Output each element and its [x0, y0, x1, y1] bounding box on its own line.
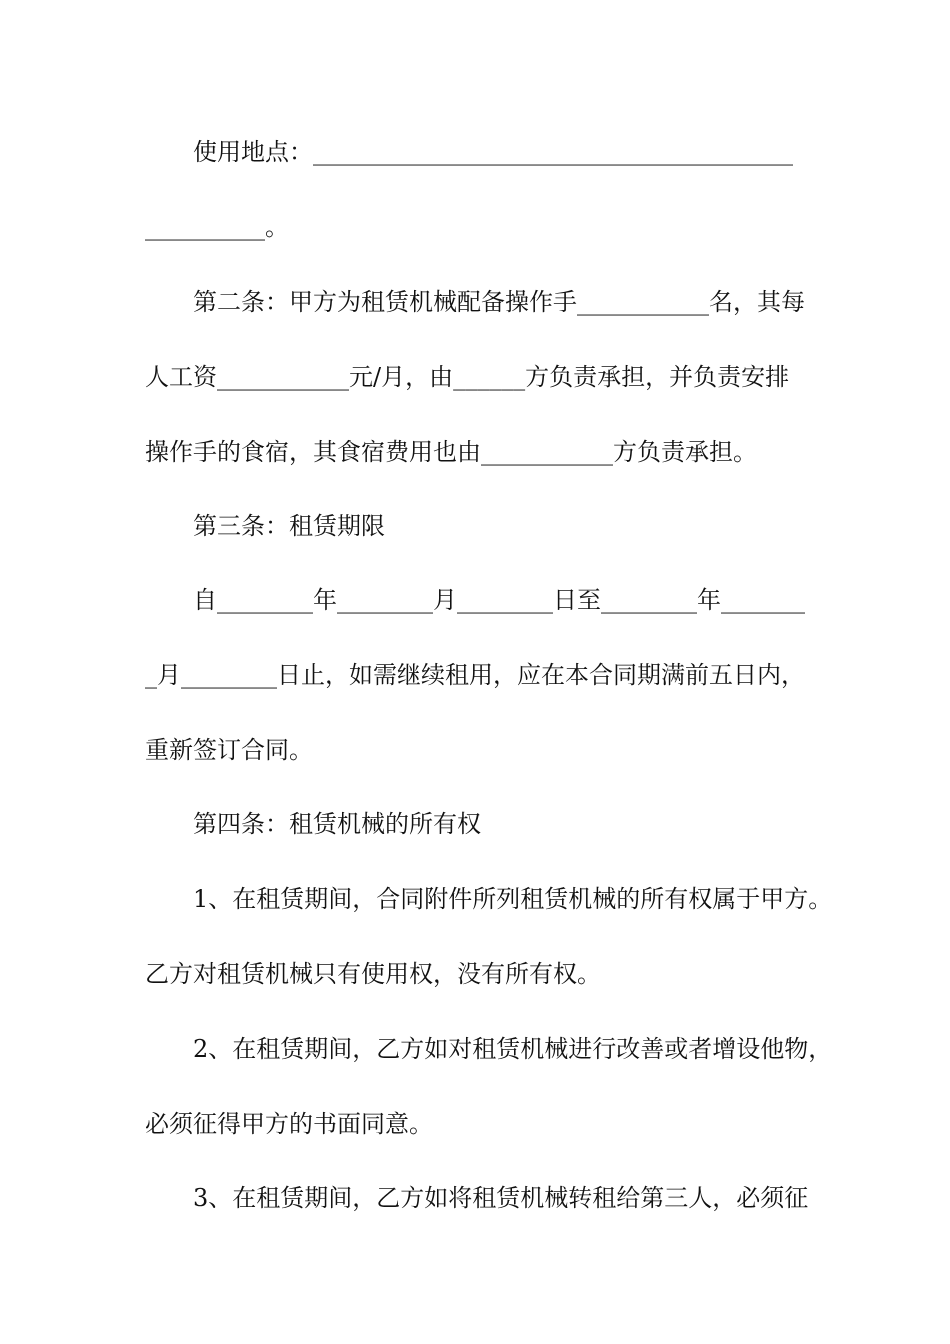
line-article-4-heading: 第四条：租赁机械的所有权 — [193, 810, 481, 838]
line-article-4-item-1: 1、在租赁期间，合同附件所列租赁机械的所有权属于甲方。 — [193, 885, 833, 913]
line-usage-location-cont: __________。 — [145, 213, 289, 241]
line-article-2-cont-1: 人工资___________元/月，由______方负责承担，并负责安排 — [145, 363, 790, 391]
line-article-3-heading: 第三条：租赁期限 — [193, 512, 385, 540]
line-article-4-item-3: 3、在租赁期间，乙方如将租赁机械转租给第三人，必须征 — [193, 1184, 809, 1212]
line-article-3-term-cont-1: _月________日止，如需继续租用，应在本合同期满前五日内， — [145, 661, 805, 689]
line-article-4-item-2-cont: 必须征得甲方的书面同意。 — [145, 1110, 433, 1138]
line-article-3-term: 自________年________月________日至________年_______ — [193, 586, 805, 614]
line-article-3-term-cont-2: 重新签订合同。 — [145, 736, 313, 764]
line-usage-location: 使用地点：________________________________________ — [193, 138, 793, 166]
line-article-2: 第二条：甲方为租赁机械配备操作手___________名，其每 — [193, 288, 805, 316]
line-article-4-item-1-cont: 乙方对租赁机械只有使用权，没有所有权。 — [145, 960, 601, 988]
line-article-2-cont-2: 操作手的食宿，其食宿费用也由___________方负责承担。 — [145, 438, 757, 466]
line-article-4-item-2: 2、在租赁期间，乙方如对租赁机械进行改善或者增设他物， — [193, 1035, 833, 1063]
